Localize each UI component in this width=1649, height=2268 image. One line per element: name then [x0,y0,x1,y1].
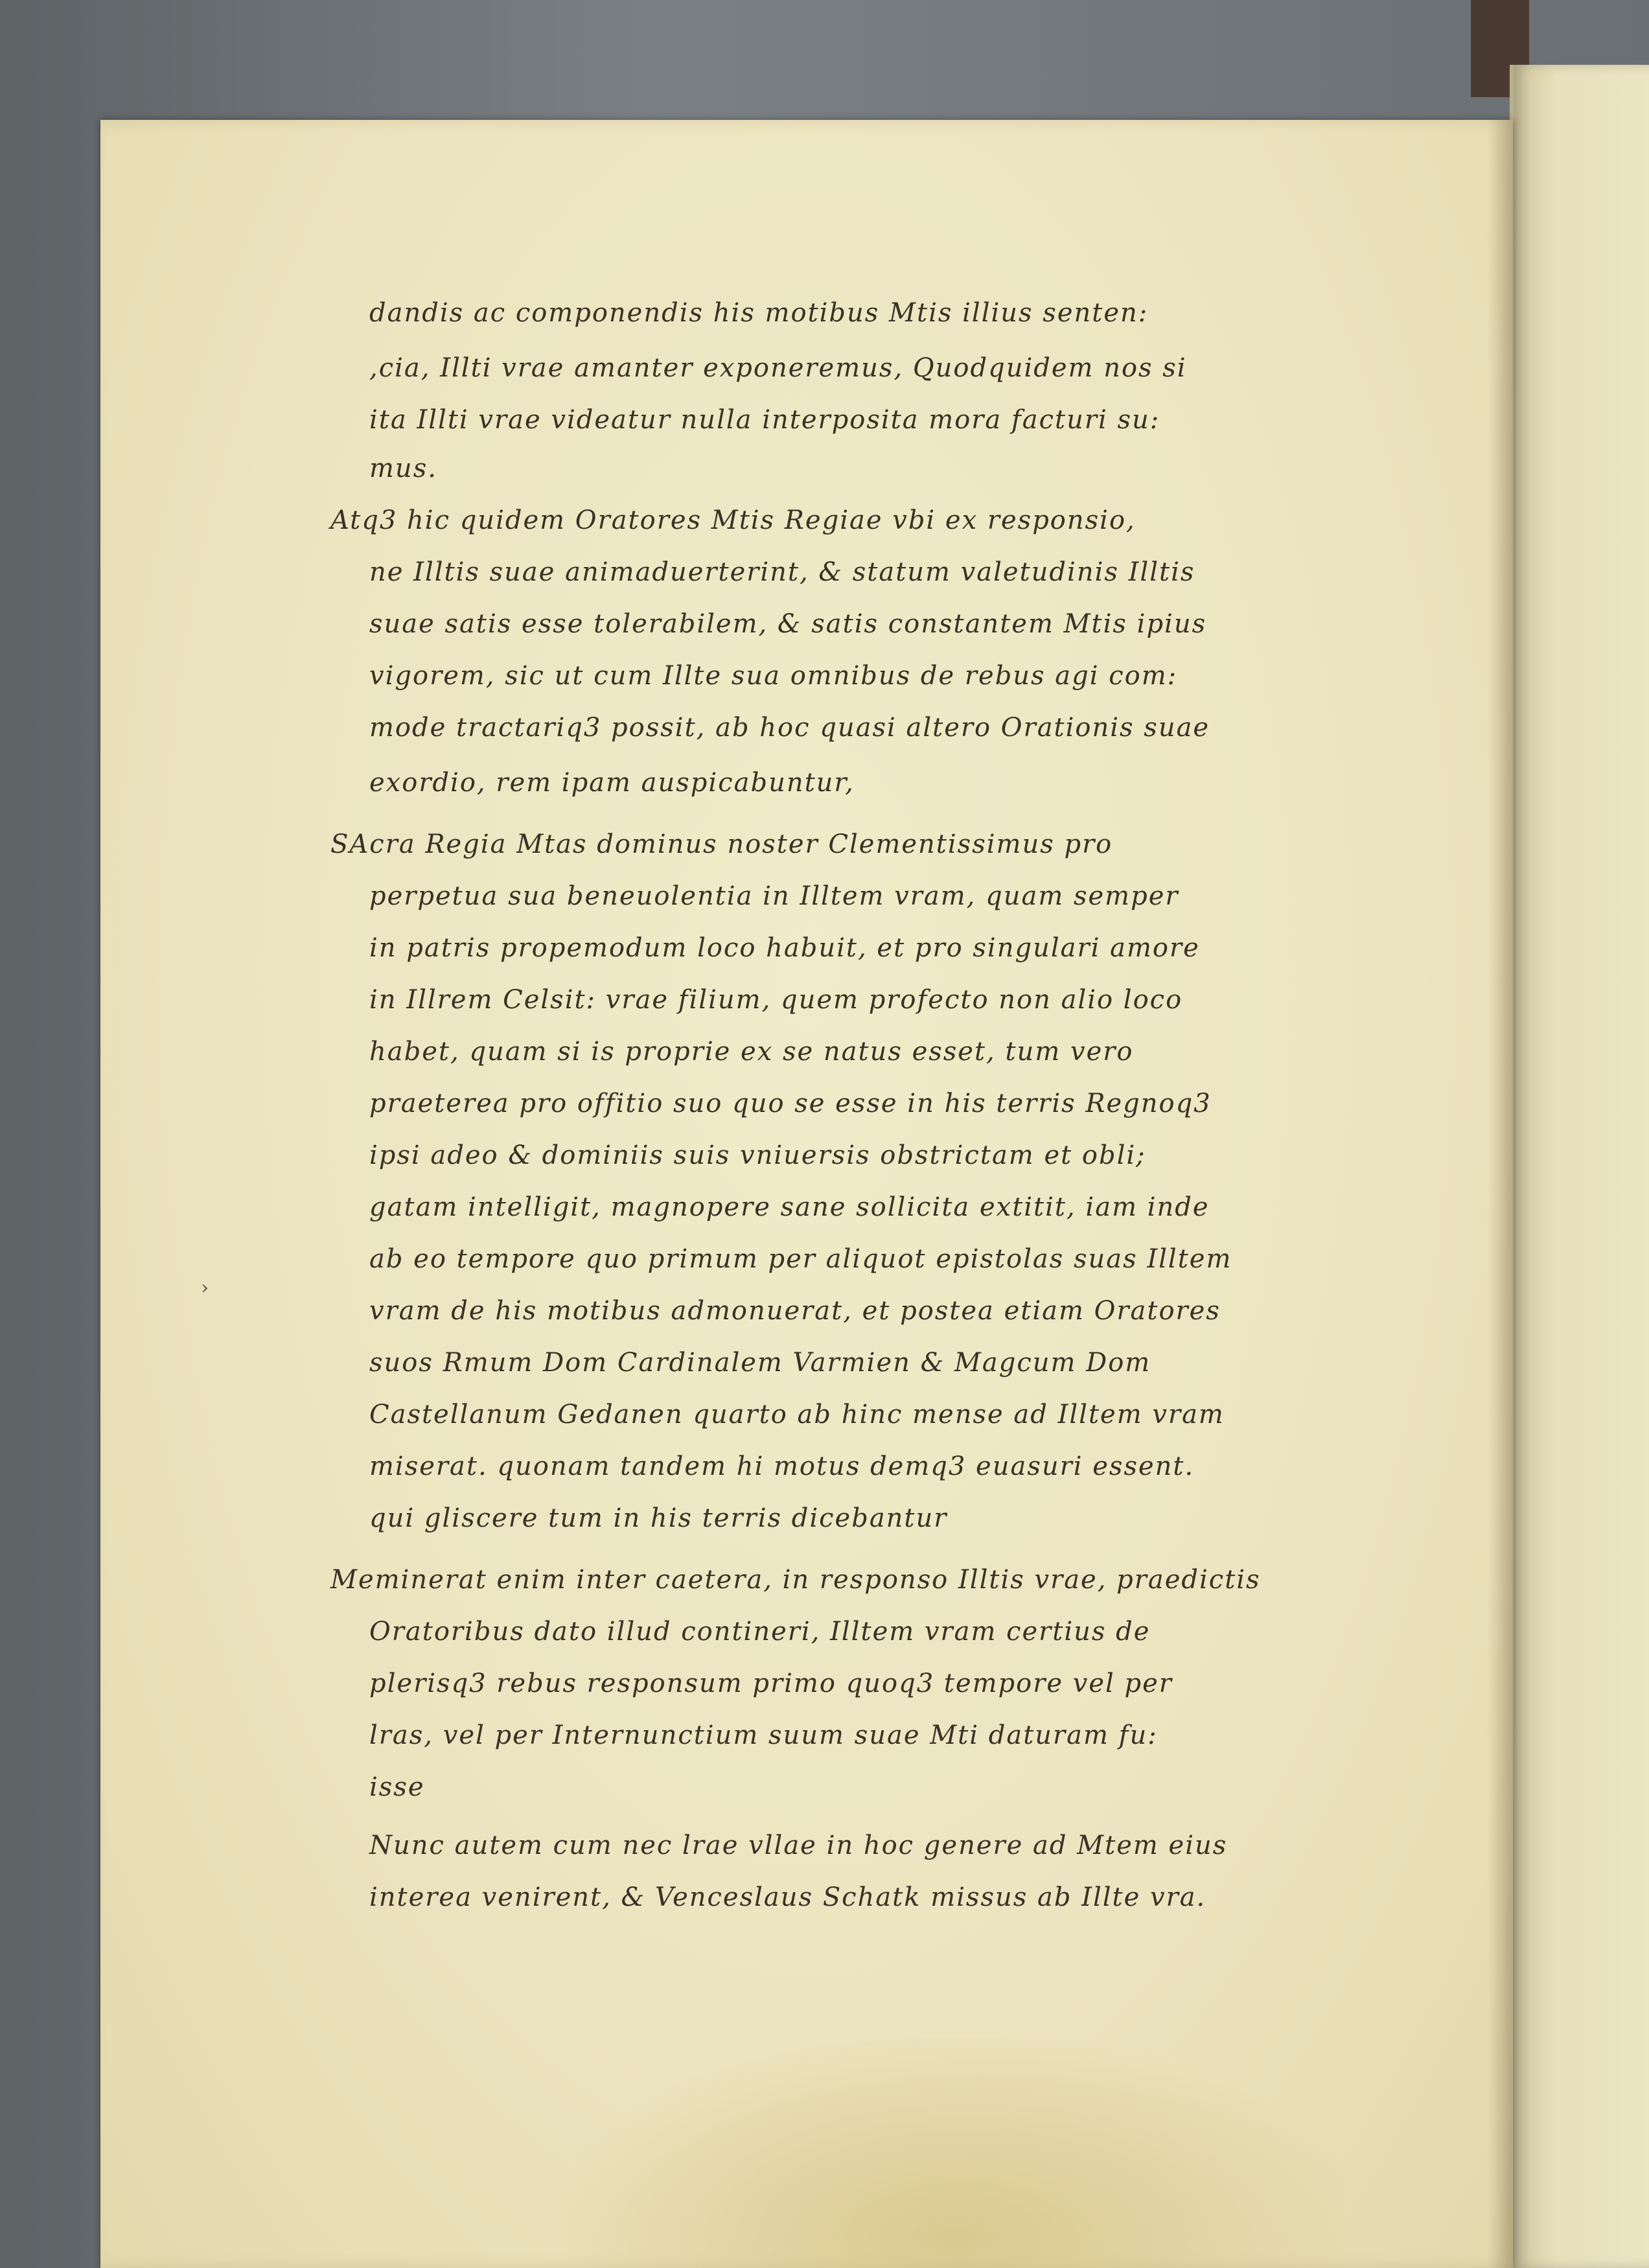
text-line: qui gliscere tum in his terris dicebantur [369,1503,948,1533]
text-line: vigorem, sic ut cum Illte sua omnibus de rebus agi com: [369,661,1178,691]
text-line: suae satis esse tolerabilem, & satis constantem Mtis ipius [369,609,1207,639]
text-line: vram de his motibus admonuerat, et postea etiam Oratores [369,1296,1221,1326]
text-line: lras, vel per Internunctium suum suae Mti daturam fu: [369,1720,1158,1750]
text-line: ita Illti vrae videatur nulla interposita mora facturi su: [369,405,1160,435]
text-line: plerisq3 rebus responsum primo quoq3 tempore vel per [369,1669,1173,1698]
text-line: Atq3 hic quidem Oratores Mtis Regiae vbi ex responsio, [330,505,1136,535]
text-line: isse [369,1772,425,1802]
text-line: Oratoribus dato illud contineri, Illtem vram certius de [369,1617,1151,1647]
text-line: mus. [369,454,437,483]
text-line: ipsi adeo & dominiis suis vniuersis obstrictam et obli; [369,1140,1146,1170]
text-line: miserat. quonam tandem hi motus demq3 euasuri essent. [369,1452,1195,1481]
text-line: ne Illtis suae animaduerterint, & statum valetudinis Illtis [369,557,1195,587]
text-line: ab eo tempore quo primum per aliquot epistolas suas Illtem [369,1244,1232,1274]
text-line: ,cia, Illti vrae amanter exponeremus, Quodquidem nos si [369,353,1187,383]
text-line: gatam intelligit, magnopere sane sollicita extitit, iam inde [369,1192,1210,1222]
text-line: Nunc autem cum nec lrae vllae in hoc genere ad Mtem eius [369,1831,1228,1860]
facing-page-edge [1510,65,1649,2268]
text-line: praeterea pro offitio suo quo se esse in his terris Regnoq3 [369,1089,1212,1118]
margin-mark: › [201,1277,209,1299]
text-line: Castellanum Gedanen quarto ab hinc mense ad Illtem vram [369,1400,1225,1429]
text-line: SAcra Regia Mtas dominus noster Clementissimus pro [330,829,1113,859]
text-line: in Illrem Celsit: vrae filium, quem profecto non alio loco [369,985,1183,1015]
text-line: Meminerat enim inter caetera, in responso Illtis vrae, praedictis [330,1565,1261,1595]
text-line: interea venirent, & Venceslaus Schatk missus ab Illte vra. [369,1882,1206,1912]
text-line: suos Rmum Dom Cardinalem Varmien & Magcum Dom [369,1348,1151,1378]
text-line: habet, quam si is proprie ex se natus esset, tum vero [369,1037,1134,1067]
manuscript-page [100,120,1513,2268]
handwritten-text-block [100,120,1513,2268]
text-line: perpetua sua beneuolentia in Illtem vram, quam semper [369,881,1179,911]
text-line: in patris propemodum loco habuit, et pro singulari amore [369,933,1200,963]
text-line: mode tractariq3 possit, ab hoc quasi altero Orationis suae [369,713,1210,743]
text-line: exordio, rem ipam auspicabuntur, [369,768,855,798]
text-line: dandis ac componendis his motibus Mtis illius senten: [369,298,1149,328]
